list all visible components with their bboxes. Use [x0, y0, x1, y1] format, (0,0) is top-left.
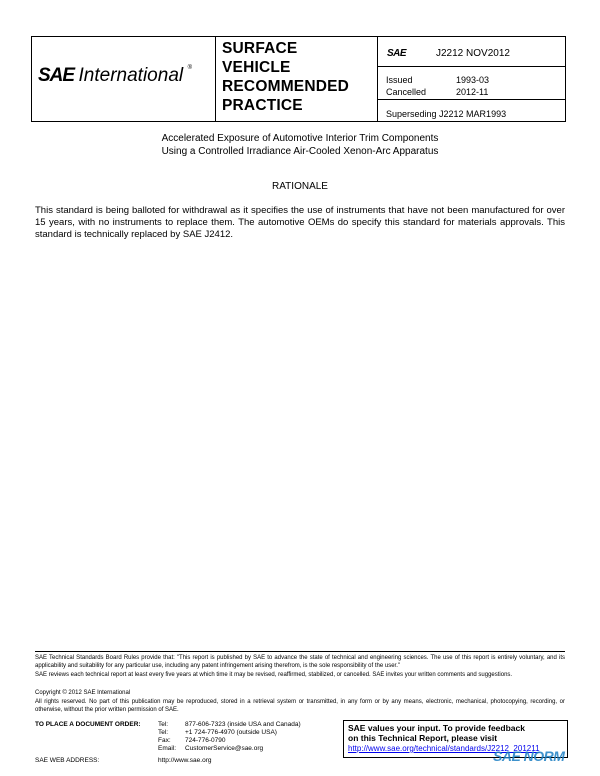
footer-review-text: SAE reviews each technical report at least every five years at which time it may be revised, reaffirmed, stabilized, or cancelled. SAE invites your written comments and suggestions. [35, 672, 513, 678]
rationale-text: This standard is being balloted for withdrawal as it specifies the use of instruments that have not been manufactured for over 15 years, with no instruments to replace them. The automotive OEMs do specify this standard for materials approvals. This standard is technically replaced by SAE J2412. [35, 205, 565, 240]
web-address-link[interactable]: http://www.sae.org [158, 757, 212, 764]
feedback-line-2: on this Technical Report, please visit [348, 733, 498, 743]
rationale-heading: RATIONALE [272, 181, 328, 192]
header-divider-1 [215, 37, 216, 121]
header-row-divider-1 [377, 66, 565, 67]
sae-mini-logo: SAE [387, 48, 407, 59]
doc-type-line: RECOMMENDED [222, 78, 350, 95]
feedback-line-1: SAE values your input. To provide feedback [348, 723, 525, 733]
header-row-divider-2 [377, 99, 565, 100]
tel2-label: Tel: [158, 729, 169, 736]
email-label: Email: [158, 745, 177, 752]
document-title-line-1: Accelerated Exposure of Automotive Interior Trim Components [161, 133, 439, 144]
footer-copyright: Copyright © 2012 SAE International [35, 690, 131, 696]
tel2-value: +1 724-776-4970 (outside USA) [185, 729, 277, 736]
footer-rules-text: SAE Technical Standards Board Rules provide that: "This report is published by SAE to advance the state of technical and engineering sciences. The use of this report is entirely voluntary, and its applicability and suitability for any particular use, including any patent infringement arising therefrom, is the sole responsibility of the user." [35, 655, 565, 669]
header-divider-2 [377, 37, 378, 121]
document-title-line-2: Using a Controlled Irradiance Air-Cooled Xenon-Arc Apparatus [161, 146, 439, 157]
tel-label: Tel: [158, 721, 169, 728]
tel-value: 877-606-7323 (inside USA and Canada) [185, 721, 301, 728]
sae-international-logo [38, 65, 192, 87]
logo-trademark: ® [187, 65, 192, 71]
watermark-logo: SAE NORM [493, 748, 565, 764]
issued-label: Issued [386, 75, 413, 85]
web-address-label: SAE WEB ADDRESS: [35, 757, 100, 764]
cancelled-value: 2012-11 [456, 87, 489, 97]
cancelled-label: Cancelled [386, 87, 427, 97]
email-link[interactable]: CustomerService@sae.org [185, 745, 264, 752]
doc-type-line: VEHICLE [222, 59, 291, 76]
doc-type-line: SURFACE [222, 40, 298, 57]
doc-type-line: PRACTICE [222, 97, 303, 114]
footer-rule [35, 651, 565, 652]
order-label: TO PLACE A DOCUMENT ORDER: [35, 721, 141, 728]
logo-brand: SAE [38, 65, 75, 86]
logo-suffix: International [78, 65, 184, 86]
header-box [31, 36, 566, 122]
document-type [222, 39, 349, 115]
footer-rights-text: All rights reserved. No part of this publication may be reproduced, stored in a retrieval system or transmitted, in any form or by any means, electronic, mechanical, photocopying, recording, or otherwise, without the prior written permission of SAE. [35, 699, 565, 713]
document-number: J2212 NOV2012 [436, 48, 510, 59]
feedback-link[interactable]: http://www.sae.org/technical/standards/J2212_201211 [348, 744, 540, 753]
issued-value: 1993-03 [456, 75, 490, 85]
superseding: Superseding J2212 MAR1993 [386, 109, 507, 119]
fax-label: Fax: [158, 737, 171, 744]
fax-value: 724-776-0790 [185, 737, 226, 744]
